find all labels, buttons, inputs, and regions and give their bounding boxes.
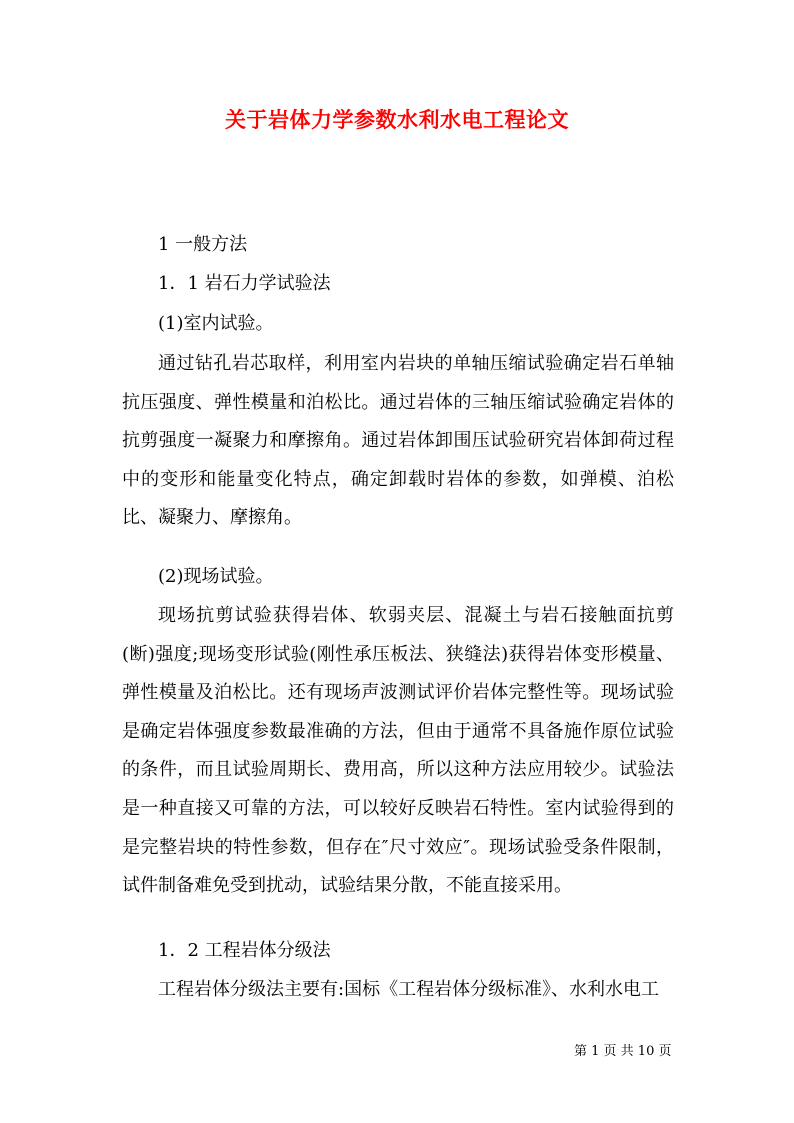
paragraph-indoor-test: 通过钻孔岩芯取样，利用室内岩块的单轴压缩试验确定岩石单轴抗压强度、弹性模量和泊松比。通过岩体的三轴压缩试验确定岩体的抗剪强度一凝聚力和摩擦角。通过岩体卸围压试验研究岩体卸荷过程中的变形和能量变化特点，确定卸载时岩体的参数，如弹模、泊松比、凝聚力、摩擦角。 bbox=[122, 353, 674, 529]
page-number-footer: 第 1 页 共 10 页 bbox=[574, 1044, 672, 1059]
section-heading-1-2: 1．2 工程岩体分级法 bbox=[158, 940, 331, 961]
subheading-field-test: (2)现场试验。 bbox=[158, 566, 274, 587]
section-heading-1-1: 1．1 岩石力学试验法 bbox=[158, 273, 331, 294]
paragraph-rock-grading: 工程岩体分级法主要有:国标《工程岩体分级标准》、水利水电工 bbox=[158, 979, 660, 1000]
document-title: 关于岩体力学参数水利水电工程论文 bbox=[225, 107, 569, 132]
section-heading-1: 1 一般方法 bbox=[158, 234, 248, 255]
paragraph-field-test: 现场抗剪试验获得岩体、软弱夹层、混凝土与岩石接触面抗剪(断)强度;现场变形试验(刚性承压板法、狭缝法)获得岩体变形模量、弹性模量及泊松比。还有现场声波测试评价岩体完整性等。现场试验是确定岩体强度参数最准确的方法，但由于通常不具备施作原位试验的条件，而且试验周期长、费用高，所以这种方法应用较少。试验法是一种直接又可靠的方法，可以较好反映岩石特性。室内试验得到的是完整岩块的特性参数，但存在″尺寸效应″。现场试验受条件限制，试件制备难免受到扰动，试验结果分散，不能直接采用。 bbox=[122, 605, 674, 897]
subheading-indoor-test: (1)室内试验。 bbox=[158, 313, 274, 334]
